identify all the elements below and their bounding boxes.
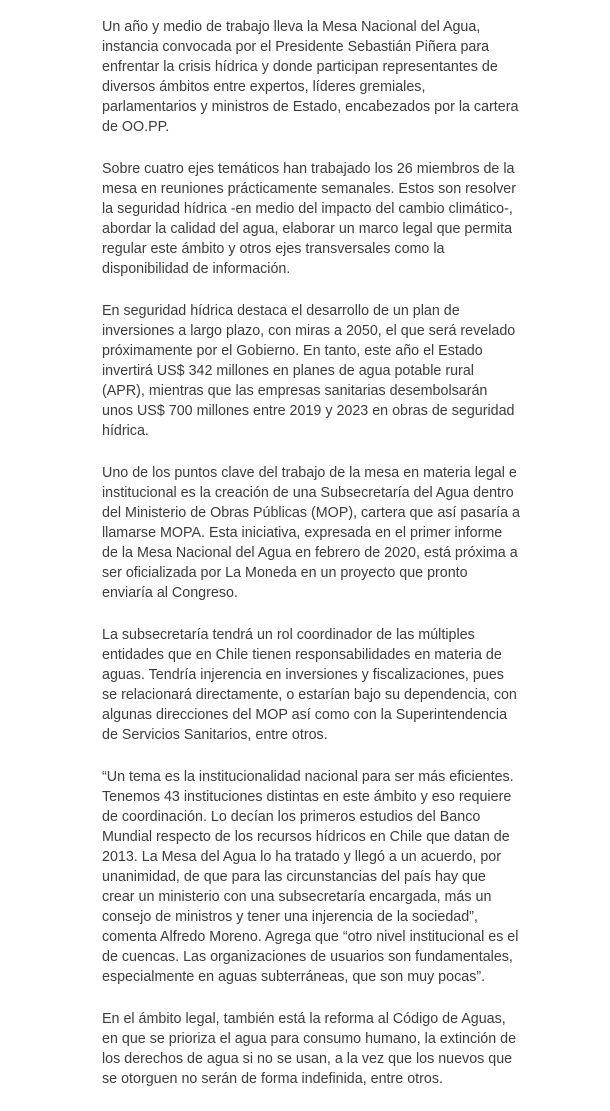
article-paragraph-6-quote: “Un tema es la institucionalidad nacional para ser más eficientes. Tenemos 43 instituciones distintas en este ámbito y eso requiere de coordinación. Lo decían los primeros estudios del Banco Mundial respecto de los recursos hídricos en Chile que datan de 2013. La Mesa del Agua lo ha tratado y llegó a un acuerdo, por unanimidad, de que para las circunstancias del país hay que crear un ministerio con una subsecretaría encargada, más un consejo de ministros y tener una injerencia de la sociedad”, comenta Alfredo Moreno. Agrega que “otro nivel institucional es el de cuencas. Las organizaciones de usuarios son fundamentales, especialmente en aguas subterráneas, que son muy pocas”. (102, 769, 519, 985)
article-paragraph-7: En el ámbito legal, también está la reforma al Código de Aguas, en que se prioriza el agua para consumo humano, la extinción de los derechos de agua si no se usan, a la vez que los nuevos que se otorguen no serán de forma indefinida, entre otros. (102, 1011, 517, 1087)
article-paragraph-5: La subsecretaría tendrá un rol coordinador de las múltiples entidades que en Chile tienen responsabilidades en materia de aguas. Tendría injerencia en inversiones y fiscalizaciones, pues se relacionará directamente, o estarían bajo su dependencia, con algunas direcciones del MOP así como con la Superintendencia de Servicios Sanitarios, entre otros. (102, 627, 517, 743)
article-paragraph-1: Un año y medio de trabajo lleva la Mesa Nacional del Agua, instancia convocada por el Presidente Sebastián Piñera para enfrentar la crisis hídrica y donde participan representantes de diversos ámbitos entre expertos, líderes gremiales, parlamentarios y ministros de Estado, encabezados por la cartera de OO.PP. (102, 19, 519, 135)
article-paragraph-4: Uno de los puntos clave del trabajo de la mesa en materia legal e institucional es la creación de una Subsecretaría del Agua dentro del Ministerio de Obras Públicas (MOP), cartera que así pasaría a llamarse MOPA. Esta iniciativa, expresada en el primer informe de la Mesa Nacional del Agua en febrero de 2020, está próxima a ser oficializada por La Moneda en un proyecto que pronto enviaría al Congreso. (102, 465, 520, 601)
article-paragraph-3: En seguridad hídrica destaca el desarrollo de un plan de inversiones a largo plazo, con miras a 2050, el que será revelado próximamente por el Gobierno. En tanto, este año el Estado invertirá US$ 342 millones en planes de agua potable rural (APR), mientras que las empresas sanitarias desembolsarán unos US$ 700 millones entre 2019 y 2023 en obras de seguridad hídrica. (102, 303, 516, 439)
article-paragraph-2: Sobre cuatro ejes temáticos han trabajado los 26 miembros de la mesa en reuniones prácticamente semanales. Estos son resolver la seguridad hídrica -en medio del impacto del cambio climático-, abordar la calidad del agua, elaborar un marco legal que permita regular este ámbito y otros ejes transversales como la disponibilidad de información. (102, 161, 517, 277)
article-body (102, 17, 520, 1111)
